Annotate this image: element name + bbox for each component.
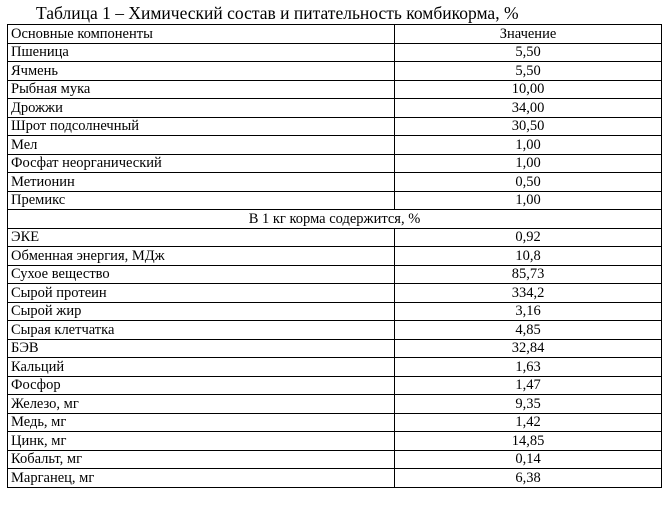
header-components: Основные компоненты <box>8 25 395 44</box>
row-name: Марганец, мг <box>8 469 395 488</box>
row-value: 85,73 <box>395 265 662 284</box>
row-name: ЭКЕ <box>8 228 395 247</box>
table-row <box>8 358 662 377</box>
row-value: 1,63 <box>395 358 662 377</box>
row-value: 1,47 <box>395 376 662 395</box>
row-value: 5,50 <box>395 62 662 81</box>
table-row <box>8 413 662 432</box>
row-name: Обменная энергия, МДж <box>8 247 395 266</box>
table-row <box>8 450 662 469</box>
table-row <box>8 228 662 247</box>
table-row <box>8 284 662 303</box>
row-name: Метионин <box>8 173 395 192</box>
row-name: Шрот подсолнечный <box>8 117 395 136</box>
table-row <box>8 339 662 358</box>
row-value: 34,00 <box>395 99 662 118</box>
row-value: 1,42 <box>395 413 662 432</box>
table-row <box>8 469 662 488</box>
header-value: Значение <box>395 25 662 44</box>
row-name: Сухое вещество <box>8 265 395 284</box>
row-name: Рыбная мука <box>8 80 395 99</box>
row-name: Фосфат неорганический <box>8 154 395 173</box>
row-name: Кальций <box>8 358 395 377</box>
table-row <box>8 432 662 451</box>
row-value: 334,2 <box>395 284 662 303</box>
row-name: Сырой жир <box>8 302 395 321</box>
table-row <box>8 191 662 210</box>
row-value: 1,00 <box>395 136 662 155</box>
row-value: 30,50 <box>395 117 662 136</box>
row-value: 1,00 <box>395 154 662 173</box>
table-row <box>8 265 662 284</box>
table-row <box>8 117 662 136</box>
row-value: 10,00 <box>395 80 662 99</box>
table-row <box>8 321 662 340</box>
row-value: 0,50 <box>395 173 662 192</box>
table-row <box>8 247 662 266</box>
row-value: 14,85 <box>395 432 662 451</box>
table-row <box>8 395 662 414</box>
row-value: 10,8 <box>395 247 662 266</box>
table-row <box>8 154 662 173</box>
row-value: 1,00 <box>395 191 662 210</box>
row-value: 4,85 <box>395 321 662 340</box>
row-value: 0,92 <box>395 228 662 247</box>
row-value: 5,50 <box>395 43 662 62</box>
table-row <box>8 80 662 99</box>
table-row <box>8 376 662 395</box>
row-name: Сырой протеин <box>8 284 395 303</box>
table-row <box>8 173 662 192</box>
table-row <box>8 99 662 118</box>
row-name: Фосфор <box>8 376 395 395</box>
row-name: Премикс <box>8 191 395 210</box>
row-name: Кобальт, мг <box>8 450 395 469</box>
table-header-row <box>8 25 662 44</box>
section-label: В 1 кг корма содержится, % <box>8 210 662 229</box>
section-header-row <box>8 210 662 229</box>
row-name: Железо, мг <box>8 395 395 414</box>
row-value: 9,35 <box>395 395 662 414</box>
row-value: 6,38 <box>395 469 662 488</box>
row-name: Дрожжи <box>8 99 395 118</box>
row-name: Цинк, мг <box>8 432 395 451</box>
row-value: 0,14 <box>395 450 662 469</box>
row-name: Мел <box>8 136 395 155</box>
table-row <box>8 62 662 81</box>
table-row <box>8 43 662 62</box>
table-caption: Таблица 1 – Химический состав и питательность комбикорма, % <box>36 3 519 23</box>
row-name: Сырая клетчатка <box>8 321 395 340</box>
row-name: Пшеница <box>8 43 395 62</box>
table-row <box>8 136 662 155</box>
feed-composition-table <box>7 24 662 488</box>
row-name: Медь, мг <box>8 413 395 432</box>
row-name: Ячмень <box>8 62 395 81</box>
row-value: 3,16 <box>395 302 662 321</box>
table-row <box>8 302 662 321</box>
row-name: БЭВ <box>8 339 395 358</box>
row-value: 32,84 <box>395 339 662 358</box>
